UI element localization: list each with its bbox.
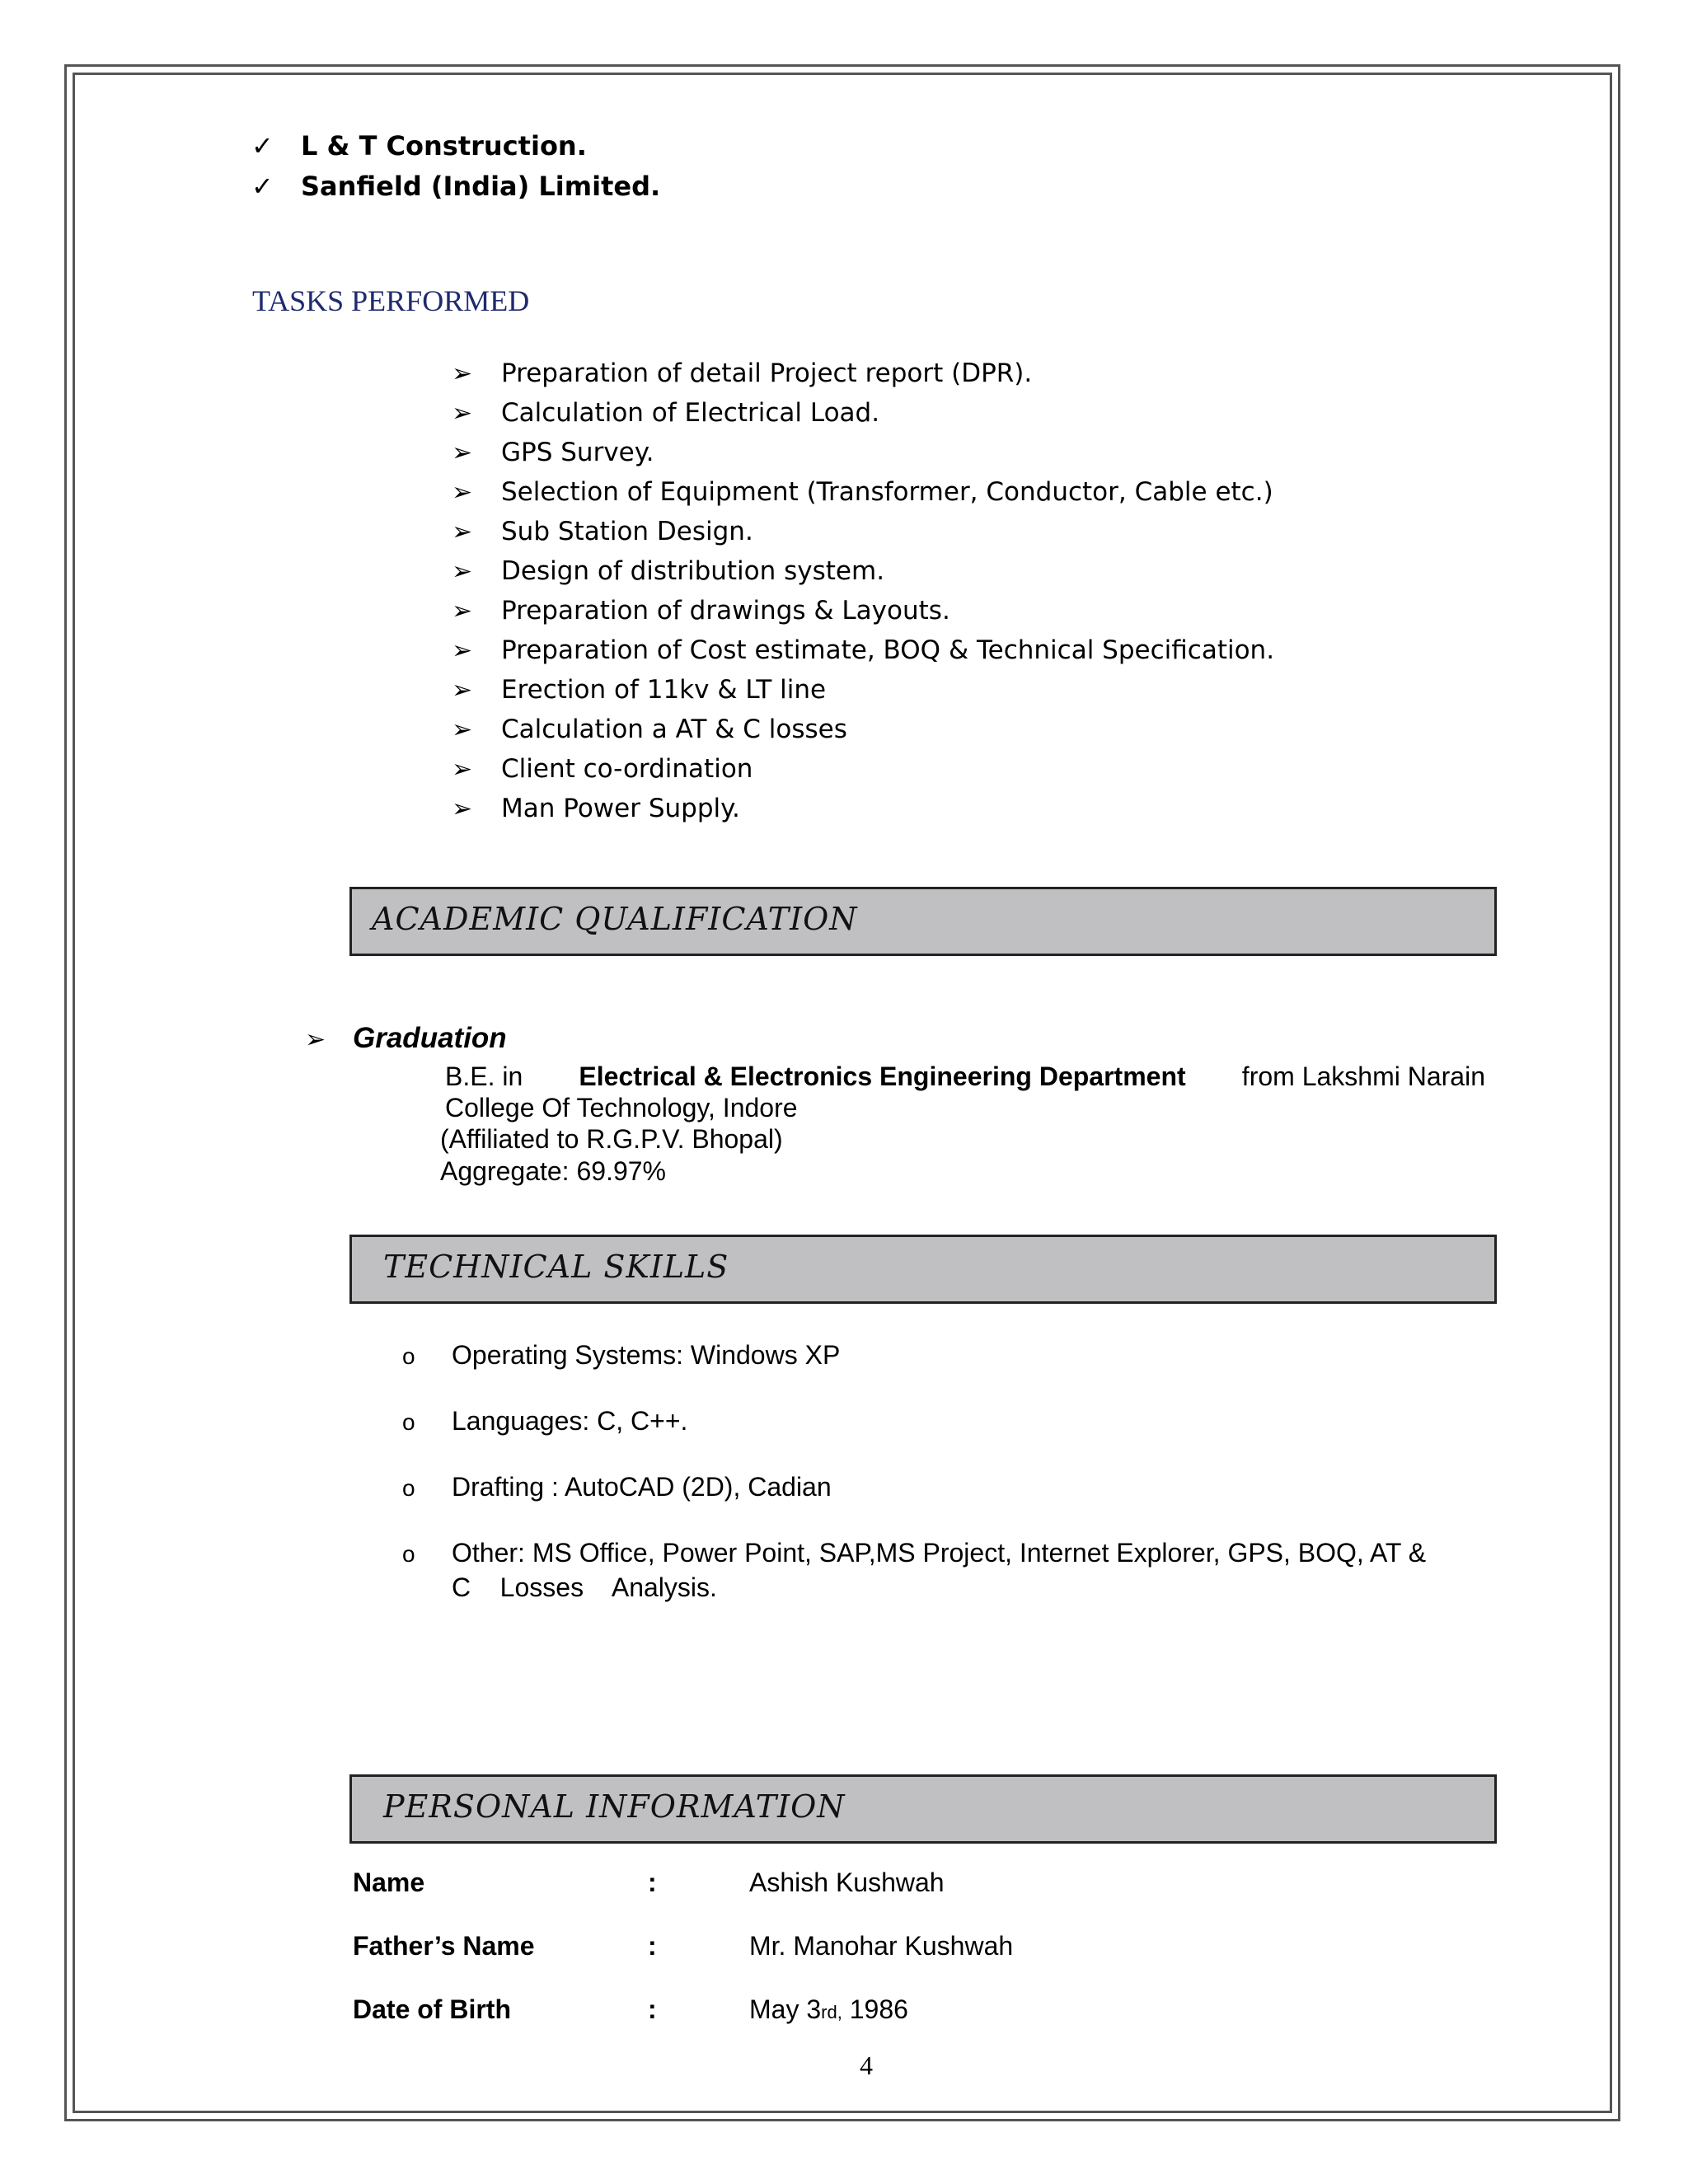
aggregate-line: Aggregate: 69.97% bbox=[440, 1156, 666, 1186]
skill-item-continuation: C Losses Analysis. bbox=[452, 1572, 717, 1602]
arrow-bullet-icon: ➢ bbox=[452, 794, 473, 823]
graduation-heading: ➢ Graduation bbox=[305, 1022, 507, 1054]
arrow-bullet-icon: ➢ bbox=[452, 676, 473, 705]
checkmark-icon: ✓ bbox=[251, 171, 274, 202]
info-label-father: Father’s Name bbox=[353, 1931, 535, 1961]
task-item: ➢ Preparation of detail Project report (DPR). bbox=[452, 359, 1033, 388]
degree-line: B.E. in Electrical & Electronics Engineering Department from Lakshmi Narain bbox=[445, 1062, 1485, 1091]
skill-item: o Drafting : AutoCAD (2D), Cadian bbox=[402, 1472, 832, 1502]
section-header-personal: PERSONAL INFORMATION bbox=[349, 1774, 1497, 1844]
task-item: ➢ Calculation of Electrical Load. bbox=[452, 398, 880, 428]
info-value-father: Mr. Manohar Kushwah bbox=[749, 1931, 1014, 1961]
arrow-bullet-icon: ➢ bbox=[452, 359, 473, 388]
arrow-bullet-icon: ➢ bbox=[452, 399, 473, 428]
arrow-bullet-icon: ➢ bbox=[452, 597, 473, 626]
task-item: ➢ Calculation a AT & C losses bbox=[452, 715, 847, 744]
arrow-bullet-icon: ➢ bbox=[452, 478, 473, 507]
arrow-bullet-icon: ➢ bbox=[452, 557, 473, 586]
task-item: ➢ Sub Station Design. bbox=[452, 517, 753, 546]
task-item: ➢ Preparation of drawings & Layouts. bbox=[452, 596, 950, 626]
arrow-bullet-icon: ➢ bbox=[452, 755, 473, 784]
affiliation-line: (Affiliated to R.G.P.V. Bhopal) bbox=[440, 1124, 783, 1154]
arrow-bullet-icon: ➢ bbox=[452, 438, 473, 467]
arrow-bullet-icon: ➢ bbox=[452, 636, 473, 665]
skill-item: o Other: MS Office, Power Point, SAP,MS Project, Internet Explorer, GPS, BOQ, AT & bbox=[402, 1538, 1427, 1568]
task-item: ➢ Selection of Equipment (Transformer, Conductor, Cable etc.) bbox=[452, 477, 1273, 507]
college-line: College Of Technology, Indore bbox=[445, 1093, 798, 1122]
task-item: ➢ Design of distribution system. bbox=[452, 556, 885, 586]
info-colon: : bbox=[648, 1931, 657, 1961]
circle-bullet-icon: o bbox=[402, 1541, 415, 1567]
info-colon: : bbox=[648, 1994, 657, 2024]
info-label-name: Name bbox=[353, 1868, 425, 1897]
tasks-heading: TASKS PERFORMED bbox=[252, 284, 530, 317]
skill-item: o Operating Systems: Windows XP bbox=[402, 1340, 841, 1370]
task-item: ➢ Preparation of Cost estimate, BOQ & Technical Specification. bbox=[452, 635, 1275, 665]
task-item: ➢ GPS Survey. bbox=[452, 438, 654, 467]
circle-bullet-icon: o bbox=[402, 1409, 415, 1435]
company-item: ✓ Sanfield (India) Limited. bbox=[251, 171, 661, 202]
info-colon: : bbox=[648, 1868, 657, 1897]
circle-bullet-icon: o bbox=[402, 1343, 415, 1369]
task-item: ➢ Erection of 11kv & LT line bbox=[452, 675, 827, 705]
page-number: 4 bbox=[860, 2050, 873, 2080]
info-value-name: Ashish Kushwah bbox=[749, 1868, 945, 1897]
info-label-dob: Date of Birth bbox=[353, 1994, 511, 2024]
skill-item: o Languages: C, C++. bbox=[402, 1406, 688, 1436]
task-item: ➢ Man Power Supply. bbox=[452, 794, 740, 823]
arrow-bullet-icon: ➢ bbox=[452, 715, 473, 744]
task-item: ➢ Client co-ordination bbox=[452, 754, 753, 784]
circle-bullet-icon: o bbox=[402, 1475, 415, 1501]
company-item: ✓ L & T Construction. bbox=[251, 130, 587, 162]
section-header-academic: ACADEMIC QUALIFICATION bbox=[349, 887, 1497, 956]
checkmark-icon: ✓ bbox=[251, 130, 274, 162]
arrow-bullet-icon: ➢ bbox=[452, 518, 473, 546]
info-value-dob: May 3rd, 1986 bbox=[749, 1994, 908, 2024]
section-header-technical: TECHNICAL SKILLS bbox=[349, 1235, 1497, 1304]
arrow-bullet-icon: ➢ bbox=[305, 1025, 326, 1054]
